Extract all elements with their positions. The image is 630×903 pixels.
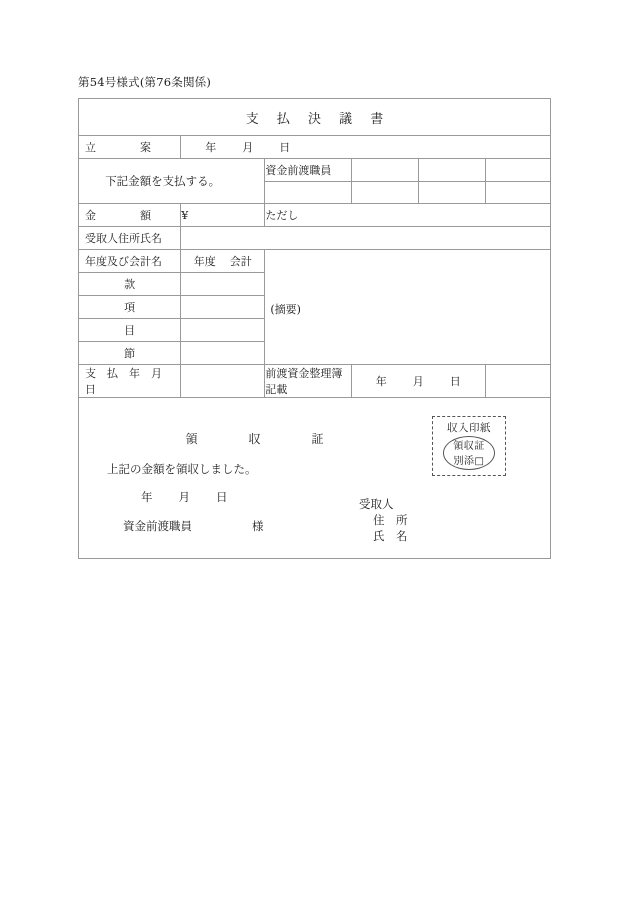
advance-officer-name-cell[interactable] bbox=[265, 181, 351, 204]
amount-label-cell bbox=[79, 204, 181, 227]
revenue-stamp-line2: 別添□ bbox=[453, 456, 485, 467]
yen-symbol: ¥ bbox=[181, 208, 189, 222]
table-row-title bbox=[79, 99, 551, 136]
amount-note-label: ただし bbox=[265, 209, 299, 222]
receipt-payee-name-label: 氏 名 bbox=[373, 529, 408, 543]
table-row-payment-date bbox=[79, 365, 551, 398]
receipt-date-month: 月 bbox=[178, 489, 190, 504]
advance-officer-seal-cell-2[interactable] bbox=[418, 159, 485, 182]
budget-label-setsu: 節 bbox=[79, 342, 181, 365]
draft-date-month: 月 bbox=[242, 141, 254, 154]
receipt-date-year: 年 bbox=[141, 489, 153, 504]
fiscal-account-label: 年度及び会計名 bbox=[85, 255, 162, 268]
form-number-caption: 第54号様式(第76条関係) bbox=[78, 75, 212, 89]
receipt-date[interactable] bbox=[79, 489, 550, 505]
receipt-payee-label: 受取人 bbox=[359, 497, 394, 511]
ledger-label-cell: 前渡資金整理簿記載 bbox=[265, 365, 351, 398]
draft-date-day: 日 bbox=[279, 141, 291, 154]
receipt-section bbox=[79, 398, 551, 559]
receipt-date-day: 日 bbox=[216, 489, 228, 504]
receipt-staff-honorific: 様 bbox=[252, 518, 264, 533]
receipt-payee-address-label: 住 所 bbox=[373, 513, 408, 527]
summary-cell[interactable] bbox=[265, 250, 551, 365]
table-row-draft bbox=[79, 136, 551, 159]
ledger-date-month: 月 bbox=[412, 375, 424, 388]
payment-decision-form bbox=[78, 98, 551, 559]
payment-date-label: 支 払 年 月 日 bbox=[85, 367, 173, 396]
revenue-stamp-line1: 領収証 bbox=[453, 441, 485, 452]
advance-officer-seal-cell-4[interactable] bbox=[351, 181, 418, 204]
ledger-seal-cell[interactable] bbox=[485, 365, 550, 398]
table-row-fiscal-account bbox=[79, 250, 551, 273]
payee-address-label: 受取人住所氏名 bbox=[85, 232, 162, 245]
advance-officer-seal-cell-6[interactable] bbox=[485, 181, 550, 204]
advance-officer-seal-cell-5[interactable] bbox=[418, 181, 485, 204]
table-row-payee-address bbox=[79, 227, 551, 250]
revenue-stamp-oval bbox=[443, 436, 495, 470]
receipt-title: 領 収 証 bbox=[185, 431, 333, 446]
advance-officer-label-cell: 資金前渡職員 bbox=[265, 159, 351, 182]
form-title: 支 払 決 議 書 bbox=[79, 99, 551, 136]
pay-statement-cell bbox=[79, 159, 265, 204]
draft-label: 立 案 bbox=[85, 141, 151, 154]
table-row-pay-statement bbox=[79, 159, 551, 182]
budget-label-ko: 項 bbox=[79, 296, 181, 319]
ledger-date-year: 年 bbox=[375, 375, 387, 388]
payee-address-value-cell[interactable] bbox=[181, 227, 551, 250]
budget-label-kan: 款 bbox=[79, 273, 181, 296]
ledger-date-day: 日 bbox=[449, 375, 461, 388]
receipt-staff-label: 資金前渡職員 bbox=[123, 518, 192, 533]
draft-date-cell[interactable] bbox=[181, 136, 551, 159]
budget-value-setsu[interactable] bbox=[181, 342, 265, 365]
amount-value-cell[interactable] bbox=[181, 204, 265, 227]
budget-value-kan[interactable] bbox=[181, 273, 265, 296]
budget-value-moku[interactable] bbox=[181, 319, 265, 342]
draft-label-cell bbox=[79, 136, 181, 159]
receipt-payee-block[interactable] bbox=[359, 496, 408, 544]
revenue-stamp-title: 収入印紙 bbox=[447, 422, 491, 434]
revenue-stamp-box[interactable] bbox=[432, 416, 506, 476]
amount-label: 金 額 bbox=[85, 209, 151, 222]
pay-statement-text: 下記金額を支払する。 bbox=[105, 174, 221, 188]
ledger-date-cell[interactable] bbox=[351, 365, 485, 398]
budget-value-ko[interactable] bbox=[181, 296, 265, 319]
budget-label-moku: 目 bbox=[79, 319, 181, 342]
advance-officer-seal-cell-3[interactable] bbox=[485, 159, 550, 182]
table-row-amount bbox=[79, 204, 551, 227]
fiscal-year-label: 年度 bbox=[193, 255, 216, 268]
advance-officer-seal-cell-1[interactable] bbox=[351, 159, 418, 182]
payment-date-label-cell bbox=[79, 365, 181, 398]
payment-date-value-cell[interactable] bbox=[181, 365, 265, 398]
payee-address-label-cell bbox=[79, 227, 181, 250]
receipt-staff-line[interactable] bbox=[79, 518, 550, 534]
table-row-receipt bbox=[79, 398, 551, 559]
account-label: 会計 bbox=[229, 255, 252, 268]
fiscal-account-value-cell[interactable] bbox=[181, 250, 265, 273]
draft-date-year: 年 bbox=[205, 141, 217, 154]
receipt-statement: 上記の金額を領収しました。 bbox=[107, 461, 257, 476]
fiscal-account-label-cell bbox=[79, 250, 181, 273]
amount-note-cell[interactable] bbox=[265, 204, 551, 227]
summary-label: (摘要) bbox=[270, 302, 301, 316]
